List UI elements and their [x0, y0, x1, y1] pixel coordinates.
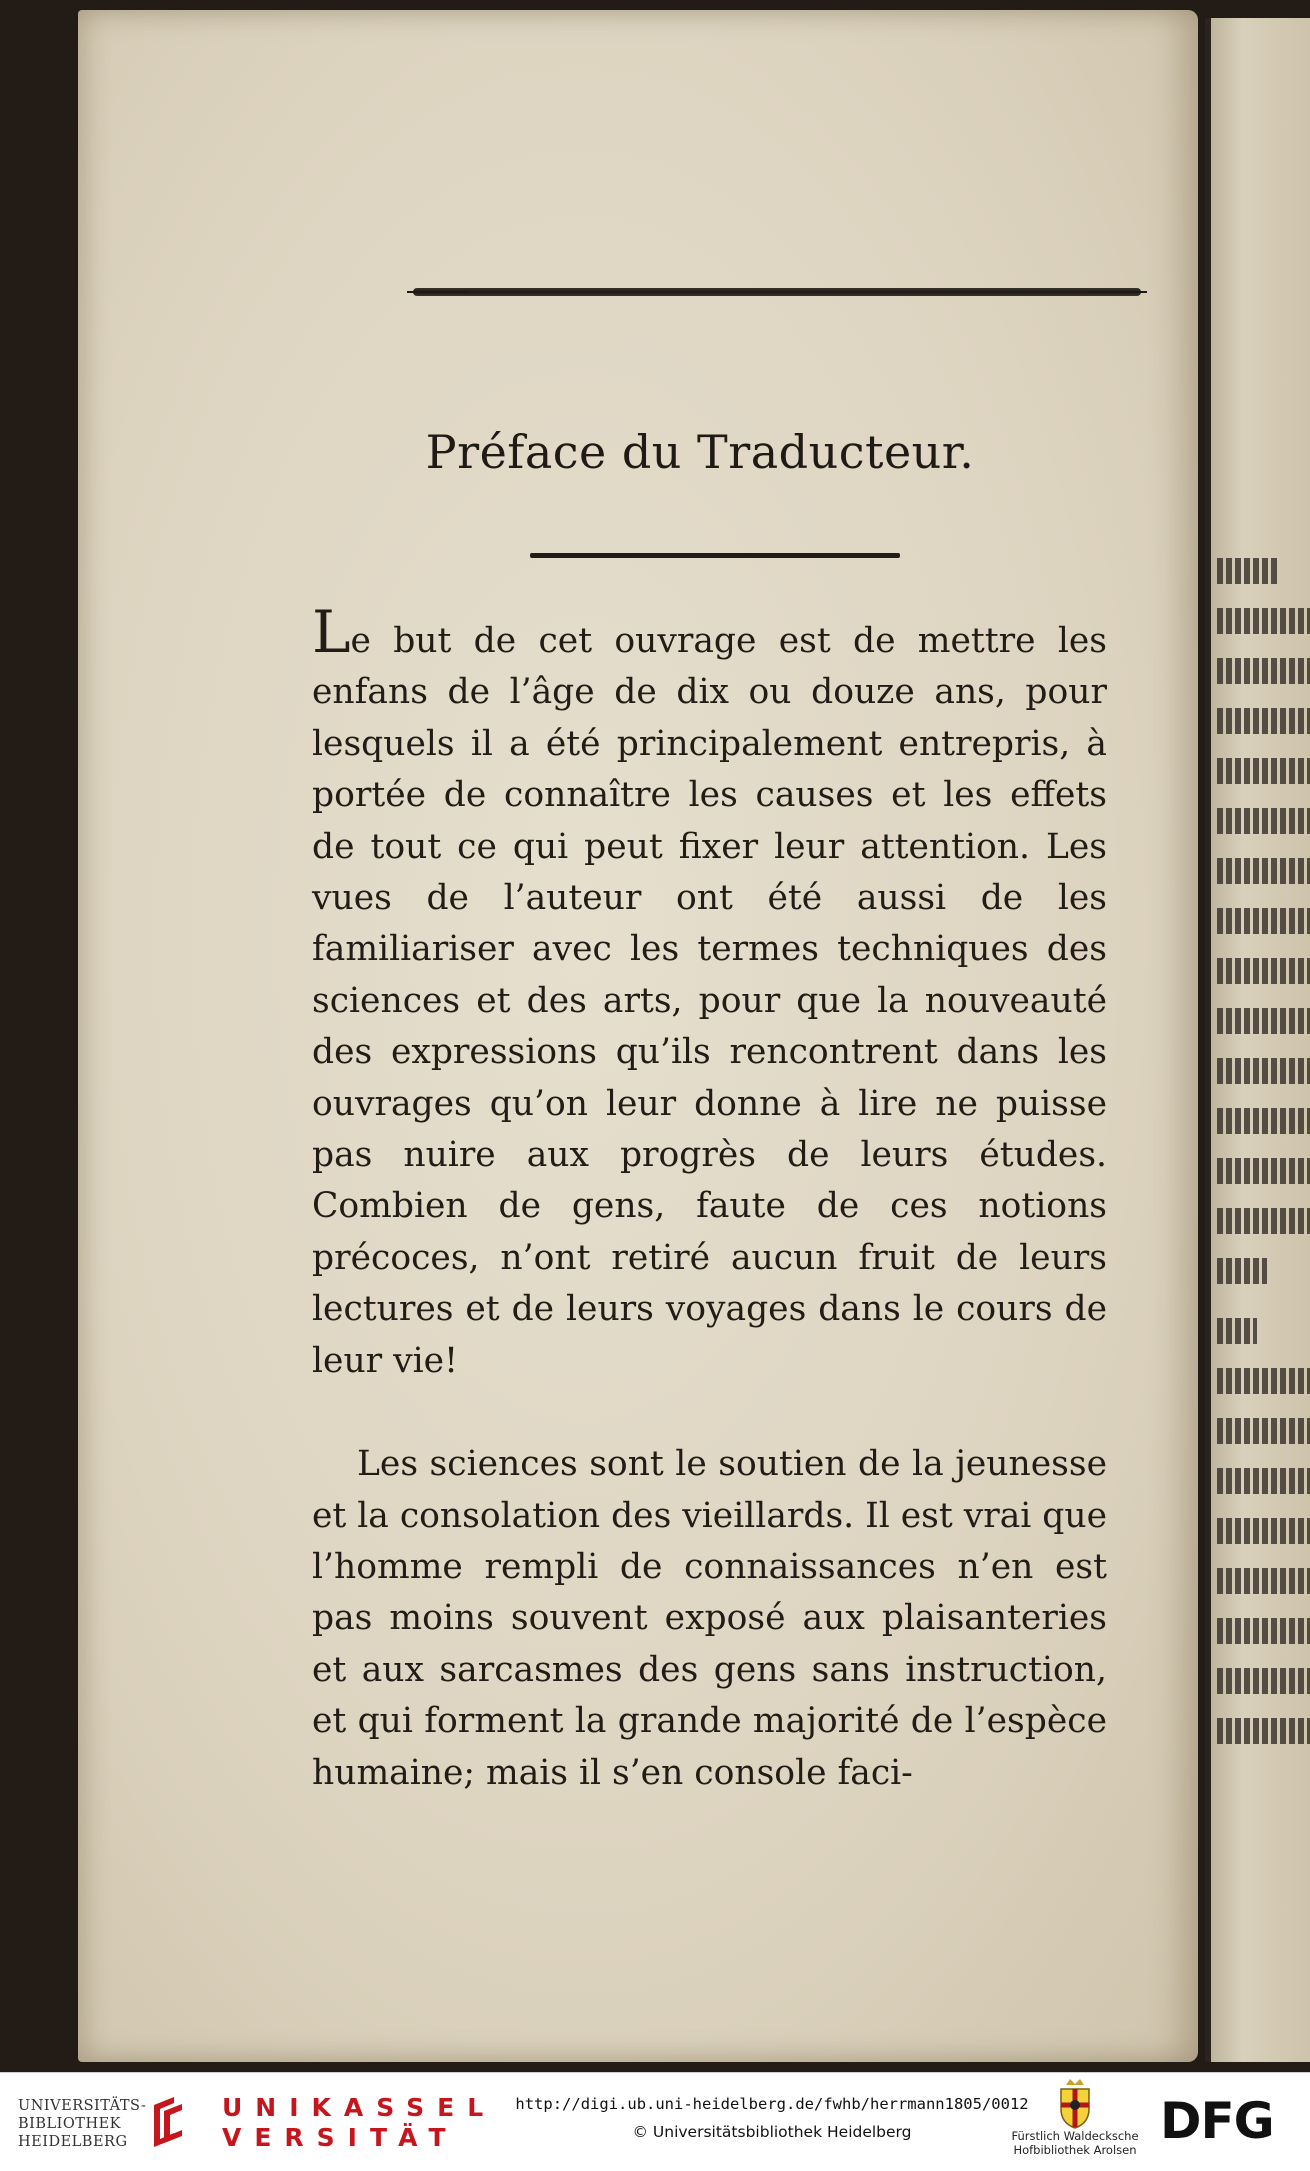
heidelberg-logo-text: UNIVERSITÄTS- BIBLIOTHEK HEIDELBERG — [18, 2098, 147, 2150]
title-rule — [530, 553, 900, 558]
drop-cap: L — [312, 598, 351, 666]
kassel-logo-icon — [150, 2095, 186, 2149]
copyright-text: © Universitätsbibliothek Heidelberg — [632, 2123, 912, 2141]
viewer-footer — [0, 2072, 1310, 2171]
paragraph-1 — [312, 598, 1107, 1387]
waldeck-library-text: Fürstlich Waldecksche Hofbibliothek Arolsen — [1011, 2129, 1139, 2157]
dfg-logo: DFG — [1160, 2092, 1274, 2150]
permalink-url[interactable]: http://digi.ub.uni-heidelberg.de/fwhb/herrmann1805/0012 — [515, 2095, 1029, 2113]
adjacent-page-edge — [1205, 18, 1310, 2062]
paragraph-2: Les sciences sont le soutien de la jeunesse et la consolation des vieillards. Il est vrai que l’homme rempli de connaissances n’en est pas moins souvent exposé aux plaisanteries et aux sarcasmes des gens sans instruction, et qui forment la grande majorité de l’espèce humaine; mais il s’en console faci- — [312, 1444, 1107, 1793]
decorative-rule — [413, 288, 1141, 296]
waldeck-crest-icon — [1058, 2079, 1092, 2129]
body-text — [312, 598, 1107, 1799]
kassel-logo-text: UNIKASSEL VERSITÄT — [222, 2093, 497, 2152]
page-title: Préface du Traducteur. — [425, 425, 975, 479]
paragraph-1-text: e but de cet ouvrage est de mettre les enfans de l’âge de dix ou douze ans, pour lesquels il a été principalement entrepris, à portée de connaître les causes et les effets de tout ce qui peut fixer leur attention. Les vues de l’auteur ont été aussi de les familiariser avec les termes techniques des sciences et des arts, pour que la nouveauté des expressions qu’ils rencontrent dans les ouvrages qu’on leur donne à lire ne puisse pas nuire aux progrès de leurs études. Combien de gens, faute de ces notions précoces, n’ont retiré aucun fruit de leurs lectures et de leurs voyages dans le cours de leur vie! — [312, 621, 1107, 1381]
